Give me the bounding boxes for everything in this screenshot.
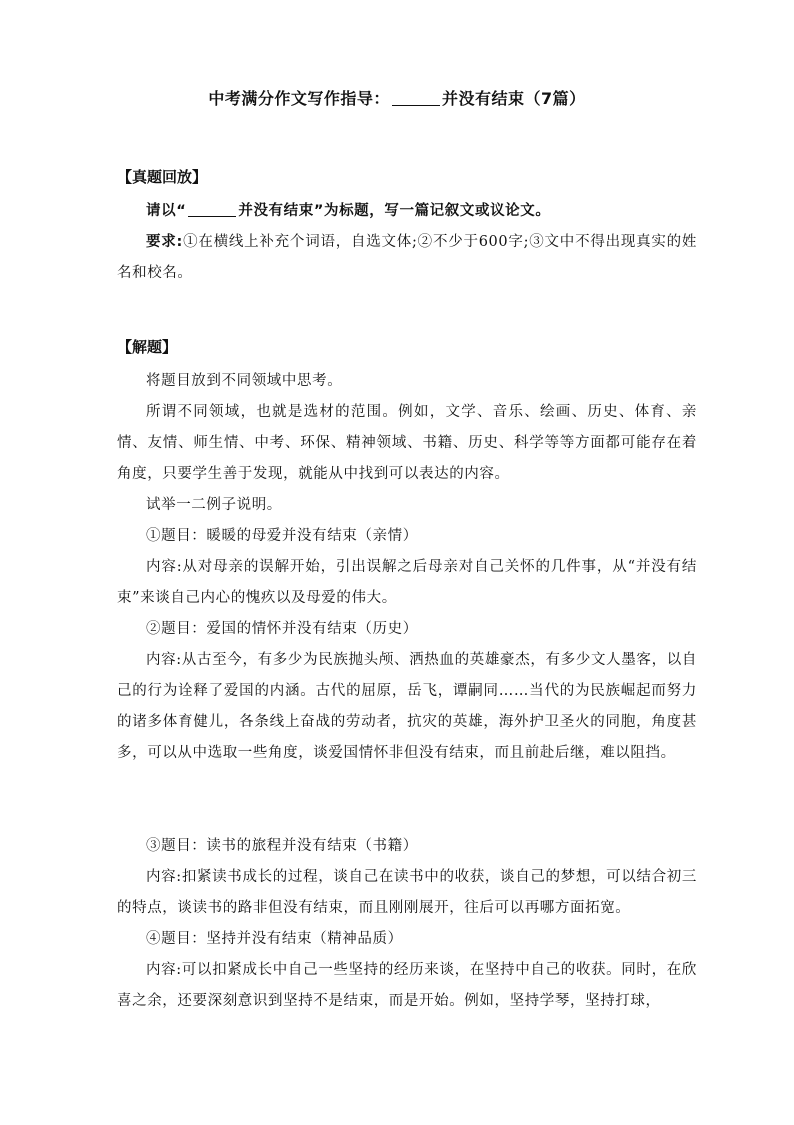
prompt-prefix: 请以“ (146, 203, 187, 219)
section-heading-solve: 【解题】 (117, 338, 178, 356)
prompt-blank-line (188, 202, 236, 217)
example-title: ④题目：坚持并没有结束（精神品质） (146, 931, 403, 947)
prompt-line (117, 196, 697, 227)
title-blank-line (392, 91, 440, 106)
example-content: 内容:从对母亲的误解开始，引出误解之后母亲对自己关怀的几件事，从“并没有结束”来谈自己内心的愧疚以及母爱的伟大。 (117, 559, 697, 606)
requirements (117, 227, 697, 289)
solve-paragraph: 所谓不同领域，也就是选材的范围。例如，文学、音乐、绘画、历史、体育、亲情、友情、师生情、中考、环保、精神领域、书籍、历史、科学等等方面都可能存在着角度，只要学生善于发现，就能从中找到可以表达的内容。 (117, 404, 697, 482)
example-title: ①题目：暖暖的母爱并没有结束（亲情） (146, 528, 418, 544)
prompt-suffix: 并没有结束”为标题，写一篇记叙文或议论文。 (238, 203, 551, 219)
example-content: 内容:扣紧读书成长的过程，谈自己在读书中的收获，谈自己的梦想，可以结合初三的特点，谈读书的路非但没有结束，而且刚刚展开，往后可以再哪方面拓宽。 (117, 869, 697, 916)
solve-paragraph: 将题目放到不同领域中思考。 (146, 373, 343, 389)
solve-paragraph: 试举一二例子说明。 (146, 497, 282, 513)
title-suffix: 并没有结束（7篇） (441, 89, 586, 108)
page-title (0, 86, 794, 109)
requirements-label: 要求: (146, 234, 183, 250)
example-title: ②题目：爱国的情怀并没有结束（历史） (146, 621, 418, 637)
section-heading-review: 【真题回放】 (117, 168, 208, 186)
example-content: 内容:从古至今，有多少为民族抛头颅、洒热血的英雄豪杰，有多少文人墨客，以自己的行为诠释了爱国的内涵。古代的屈原，岳飞，谭嗣同……当代的为民族崛起而努力的诸多体育健儿，各条线上奋战的劳动者，抗灾的英雄，海外护卫圣火的同胞，角度甚多，可以从中选取一些角度，谈爱国情怀非但没有结束，而且前赴后继，难以阻挡。 (117, 652, 697, 761)
example-title: ③题目：读书的旅程并没有结束（书籍） (146, 838, 418, 854)
title-prefix: 中考满分作文写作指导： (208, 89, 390, 108)
requirements-text: ①在横线上补充个词语，自选文体;②不少于600字;③文中不得出现真实的姓名和校名。 (117, 234, 697, 281)
example-content: 内容:可以扣紧成长中自己一些坚持的经历来谈，在坚持中自己的收获。同时，在欣喜之余，还要深刻意识到坚持不是结束，而是开始。例如，坚持学琴，坚持打球， (117, 962, 697, 1009)
